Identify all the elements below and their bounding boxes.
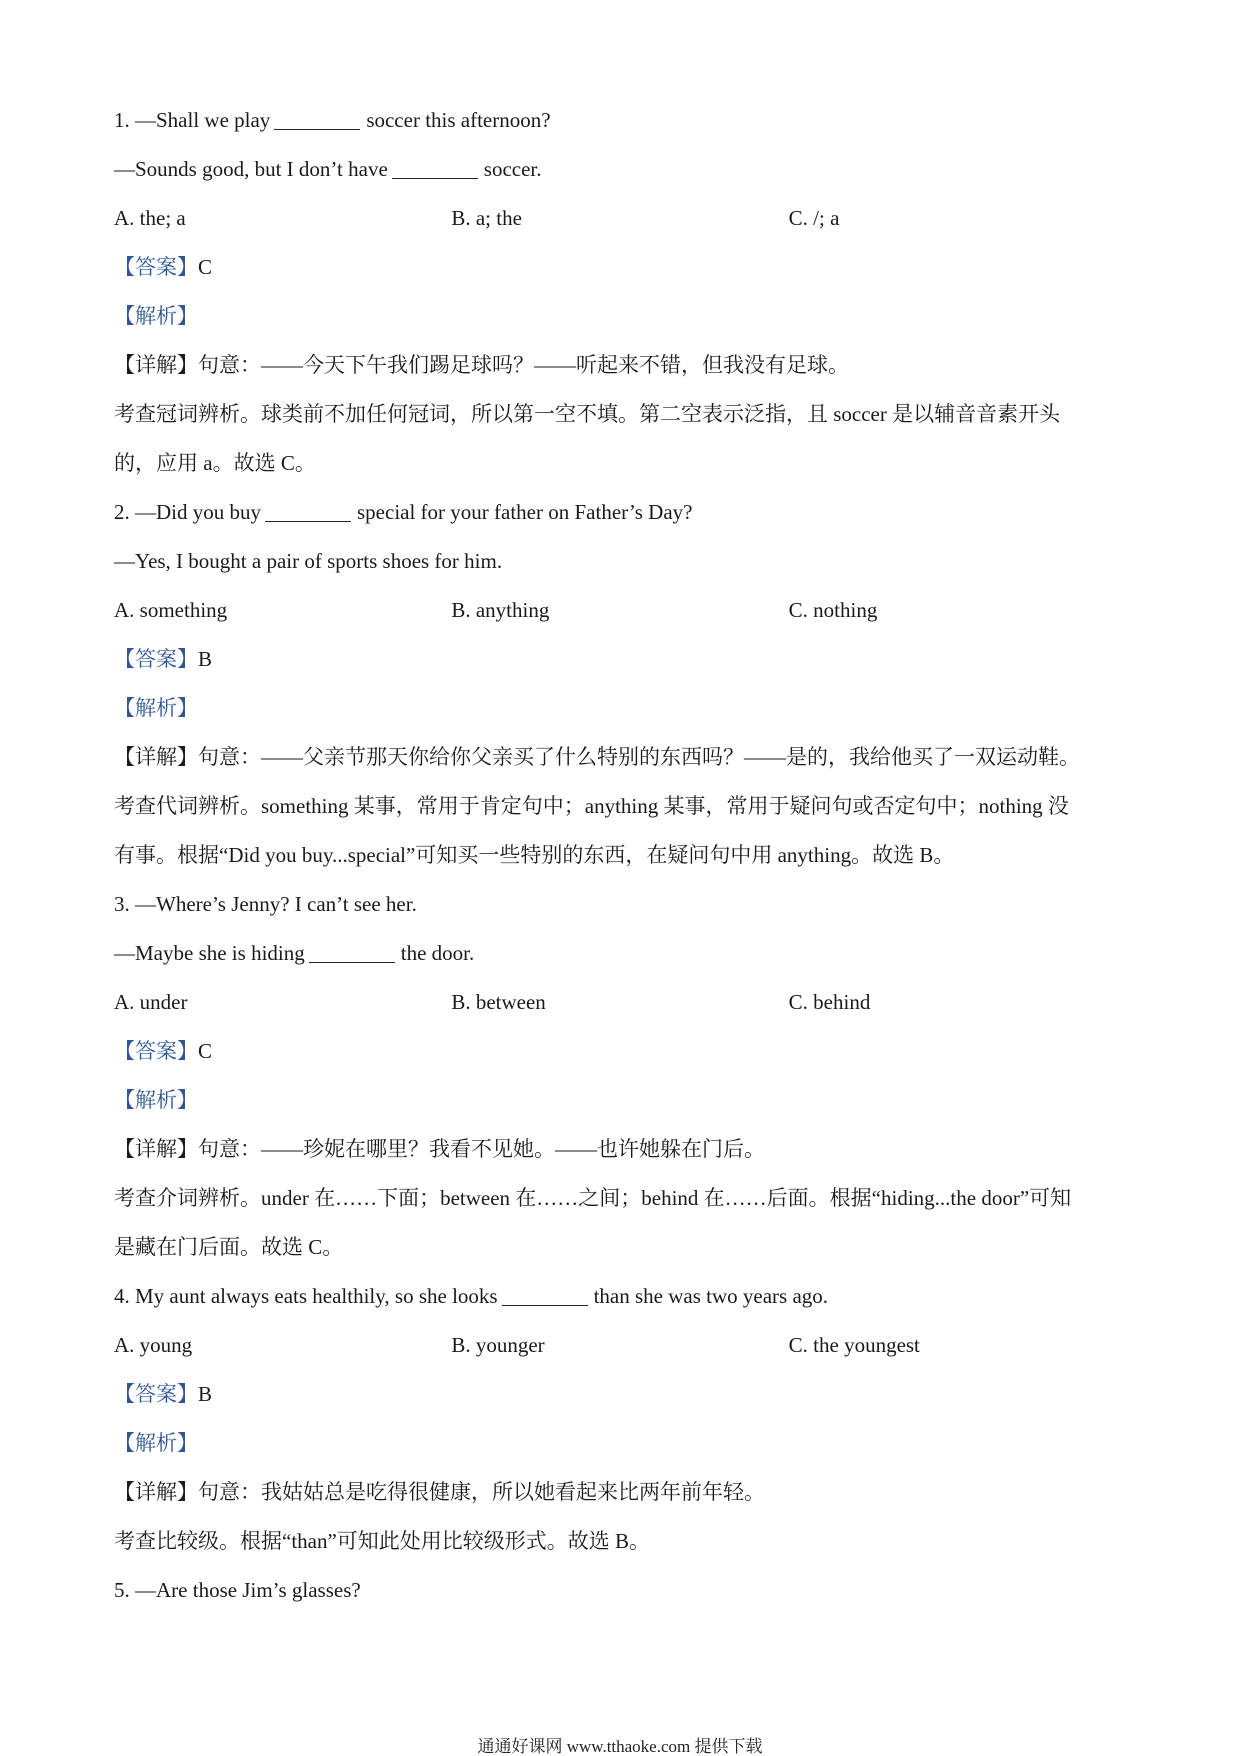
- question-4-options: [114, 1329, 1126, 1378]
- question-1-line-1: 1. —Shall we play soccer this afternoon?: [114, 108, 551, 132]
- question-5-line-1: 5. —Are those Jim’s glasses?: [114, 1578, 361, 1602]
- answer-blank: [274, 109, 360, 130]
- question-1-analysis: [114, 300, 1126, 349]
- analysis-tag: 【解析】: [114, 304, 198, 328]
- question-3-explanation-2: 是藏在门后面。故选 C。: [114, 1235, 344, 1259]
- answer-tag: 【答案】: [114, 1039, 198, 1063]
- page-footer: 通通好课网 www.tthaoke.com 提供下载: [477, 1737, 763, 1756]
- option-a: A. young: [114, 1333, 193, 1357]
- question-1-line-2: —Sounds good, but I don’t have soccer.: [114, 157, 542, 181]
- detail-tag: 【详解】: [114, 353, 198, 377]
- question-3-line-2: —Maybe she is hiding the door.: [114, 941, 475, 965]
- question-2-options: [114, 594, 1126, 643]
- question-4-detail: 【详解】句意：我姑姑总是吃得很健康，所以她看起来比两年前年轻。: [114, 1480, 765, 1504]
- question-2-line-1: 2. —Did you buy special for your father on Father’s Day?: [114, 500, 693, 524]
- answer-tag: 【答案】: [114, 255, 198, 279]
- question-2-detail: 【详解】句意：——父亲节那天你给你父亲买了什么特别的东西吗？——是的，我给他买了一双运动鞋。: [114, 745, 1080, 769]
- analysis-tag: 【解析】: [114, 696, 198, 720]
- option-b: B. between: [451, 990, 546, 1014]
- answer-blank: [392, 158, 478, 179]
- option-c: C. /; a: [788, 206, 840, 230]
- option-a: A. something: [114, 598, 228, 622]
- question-1-options: [114, 202, 1126, 251]
- analysis-tag: 【解析】: [114, 1431, 198, 1455]
- option-c: C. the youngest: [788, 1333, 920, 1357]
- answer-blank: [502, 1285, 588, 1306]
- detail-tag: 【详解】: [114, 1480, 198, 1504]
- question-3-options: [114, 986, 1126, 1035]
- option-b: B. a; the: [451, 206, 522, 230]
- question-3-explanation-1: 考查介词辨析。under 在……下面；between 在……之间；behind 在……后面。根据“hiding...the door”可知: [114, 1186, 1072, 1210]
- option-b: B. anything: [451, 598, 550, 622]
- option-c: C. behind: [788, 990, 871, 1014]
- question-1-explanation-2: 的，应用 a。故选 C。: [114, 451, 316, 475]
- option-b: B. younger: [451, 1333, 545, 1357]
- question-2-line-2: —Yes, I bought a pair of sports shoes for him.: [114, 549, 503, 573]
- option-a: A. the; a: [114, 206, 186, 230]
- document-body: [114, 104, 1126, 1623]
- option-a: A. under: [114, 990, 188, 1014]
- question-3-detail: 【详解】句意：——珍妮在哪里？我看不见她。——也许她躲在门后。: [114, 1137, 765, 1161]
- answer-blank: [309, 942, 395, 963]
- question-4-analysis: [114, 1427, 1126, 1476]
- answer-tag: 【答案】: [114, 647, 198, 671]
- question-1-answer: 【答案】C: [114, 255, 213, 279]
- answer-tag: 【答案】: [114, 1382, 198, 1406]
- detail-tag: 【详解】: [114, 1137, 198, 1161]
- option-c: C. nothing: [788, 598, 878, 622]
- question-2-analysis: [114, 692, 1126, 741]
- question-1-detail: 【详解】句意：——今天下午我们踢足球吗？——听起来不错，但我没有足球。: [114, 353, 849, 377]
- answer-blank: [265, 501, 351, 522]
- question-1-explanation-1: 考查冠词辨析。球类前不加任何冠词，所以第一空不填。第二空表示泛指，且 soccer 是以辅音音素开头: [114, 402, 1061, 426]
- question-4-line-1: 4. My aunt always eats healthily, so she looks than she was two years ago.: [114, 1284, 829, 1308]
- analysis-tag: 【解析】: [114, 1088, 198, 1112]
- question-3-answer: 【答案】C: [114, 1039, 213, 1063]
- question-3-analysis: [114, 1084, 1126, 1133]
- question-2-answer: 【答案】B: [114, 647, 213, 671]
- question-2-explanation-2: 有事。根据“Did you buy...special”可知买一些特别的东西，在疑问句中用 anything。故选 B。: [114, 843, 955, 867]
- question-4-explanation-1: 考查比较级。根据“than”可知此处用比较级形式。故选 B。: [114, 1529, 651, 1553]
- question-3-line-1: 3. —Where’s Jenny? I can’t see her.: [114, 892, 417, 916]
- detail-tag: 【详解】: [114, 745, 198, 769]
- question-4-answer: 【答案】B: [114, 1382, 213, 1406]
- question-2-explanation-1: 考查代词辨析。something 某事，常用于肯定句中；anything 某事，常用于疑问句或否定句中；nothing 没: [114, 794, 1069, 818]
